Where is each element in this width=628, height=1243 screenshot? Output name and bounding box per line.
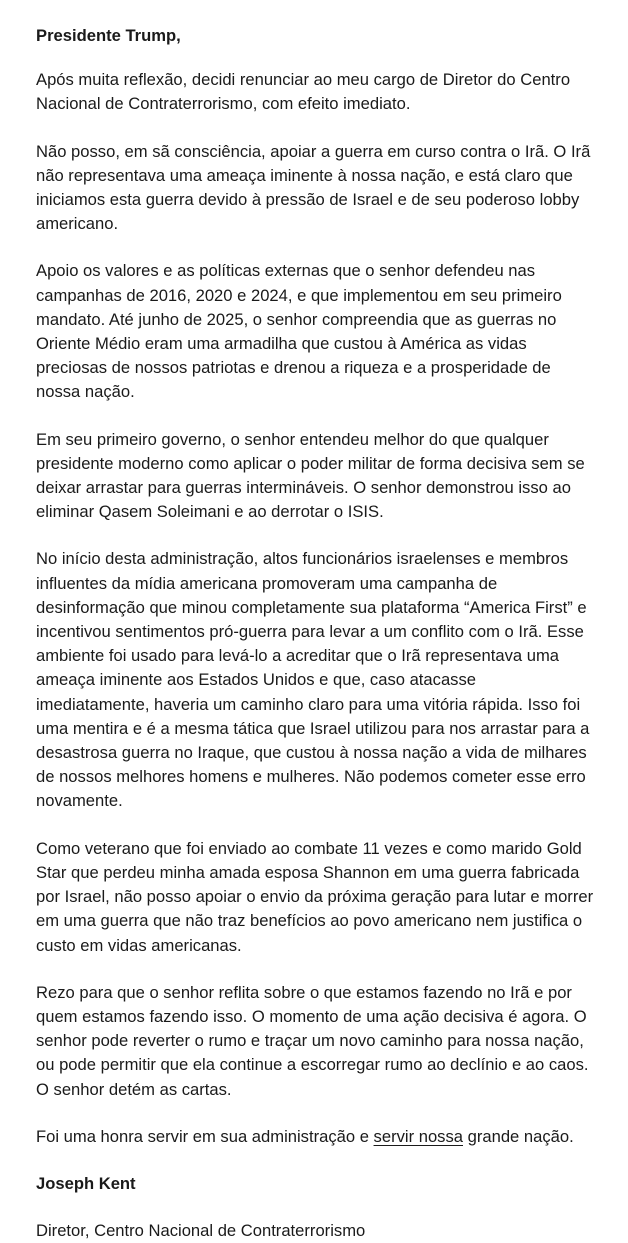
salutation: Presidente Trump, — [36, 26, 181, 45]
paragraph-first-term: Em seu primeiro governo, o senhor entendeu melhor do que qualquer presidente moderno como aplicar o poder militar de forma decisiva sem se deixar arrastar para guerras intermináveis. O senhor demonstrou isso ao eliminar Qasem Soleimani e ao derrotar o ISIS. — [36, 429, 585, 522]
paragraph-disinformation: No início desta administração, altos funcionários israelenses e membros influentes da mídia americana promoveram uma campanha de desinformação que minou completamente sua plataforma “America First” e incentivou sentimentos pró-guerra para levar a um conflito com o Irã. Esse ambiente foi usado para levá-lo a acreditar que o Irã representava uma ameaça iminente aos Estados Unidos e que, caso atacasse imediatamente, haveria um caminho claro para uma vitória rápida. Isso foi uma mentira e é a mesma tática que Israel utilizou para nos arrastar para a desastrosa guerra no Iraque, que custou à nossa nação a vida de milhares de nossos melhores homens e mulheres. Não podemos cometer esse erro novamente. — [36, 549, 590, 811]
paragraph-veteran: Como veterano que foi enviado ao combate 11 vezes e como marido Gold Star que perdeu minha amada esposa Shannon em uma guerra fabricada por Israel, não posso apoiar o envio da próxima geração para lutar e morrer em uma guerra que não traz benefícios ao povo americano nem justifica o custo em vidas americanas. — [36, 838, 594, 955]
paragraph-closing — [36, 1125, 594, 1149]
signature-title: Diretor, Centro Nacional de Contraterrorismo — [36, 1221, 366, 1241]
paragraph-conscience: Não posso, em sã consciência, apoiar a guerra em curso contra o Irã. O Irã não representava uma ameaça iminente à nossa nação, e está claro que iniciamos esta guerra devido à pressão de Israel e de seu poderoso lobby americano. — [36, 141, 591, 234]
closing-text-underlined: servir nossa — [373, 1126, 463, 1146]
closing-text-before: Foi uma honra servir em sua administração e — [36, 1126, 374, 1146]
paragraph-values: Apoio os valores e as políticas externas que o senhor defendeu nas campanhas de 2016, 2020 e 2024, e que implementou em seu primeiro mandato. Até junho de 2025, o senhor compreendia que as guerras no Oriente Médio eram uma armadilha que custou à América as vidas preciosas de nossos patriotas e drenou a riqueza e a prosperidade de nossa nação. — [36, 261, 562, 402]
paragraph-resignation: Após muita reflexão, decidi renunciar ao meu cargo de Diretor do Centro Nacional de Contraterrorismo, com efeito imediato. — [36, 70, 571, 114]
closing-text-after: grande nação. — [463, 1126, 574, 1146]
paragraph-prayer: Rezo para que o senhor reflita sobre o que estamos fazendo no Irã e por quem estamos fazendo isso. O momento de uma ação decisiva é agora. O senhor pode reverter o rumo e traçar um novo caminho para nossa nação, ou pode permitir que ela continue a escorregar rumo ao declínio e ao caos. O senhor detém as cartas. — [36, 982, 589, 1099]
signature-name: Joseph Kent — [36, 1173, 136, 1193]
